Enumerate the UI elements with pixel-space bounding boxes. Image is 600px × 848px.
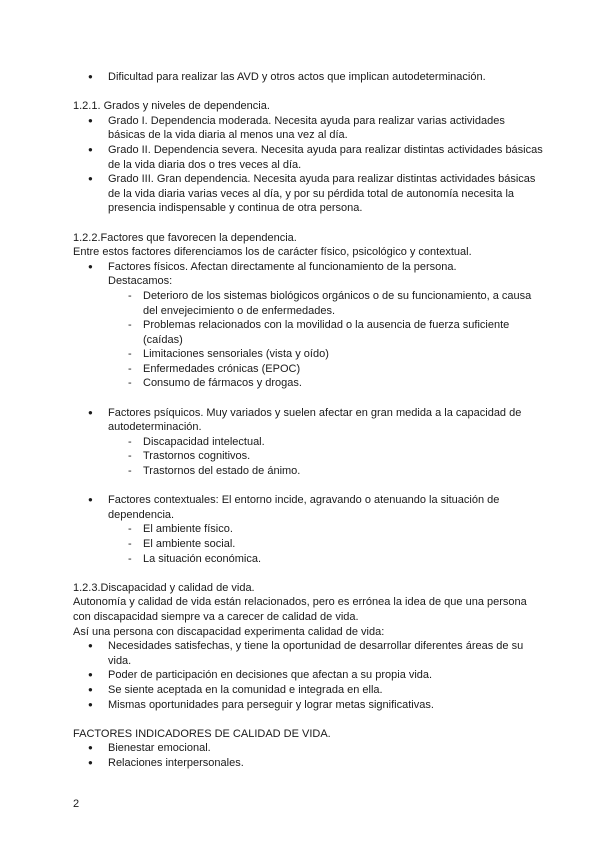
factors-list [73,260,543,289]
indicadores-list [73,741,543,770]
section-heading-1-2-3: 1.2.3.Discapacidad y calidad de vida. [73,581,255,594]
sub-list-item: - Deterioro de los sistemas biológicos orgánicos o de su funcionamiento, a causa del envejecimiento o de enfermedades. [73,289,543,318]
sub-list-item: - Limitaciones sensoriales (vista y oído) [73,347,543,362]
factor-label: ● Factores físicos. Afectan directamente al funcionamiento de la persona. [108,260,457,273]
sub-list-item: - El ambiente físico. [73,522,543,537]
sub-list-item: - El ambiente social. [73,537,543,552]
list-item: ● Dificultad para realizar las AVD y otros actos que implican autodeterminación. [73,70,543,85]
list-item: ● Se siente aceptada en la comunidad e integrada en ella. [73,683,543,698]
list-item: ● Mismas oportunidades para perseguir y lograr metas significativas. [73,698,543,713]
page-content [73,70,543,771]
list-item: ● Bienestar emocional. [73,741,543,756]
paragraph: Autonomía y calidad de vida están relacionados, pero es errónea la idea de que una persona con discapacidad siempre va a carecer de calidad de vida. [73,596,527,623]
list-item: ● Grado II. Dependencia severa. Necesita ayuda para realizar distintas actividades básicas de la vida diaria dos o tres veces al día. [73,143,543,172]
sub-list-item: - La situación económica. [73,552,543,567]
intro-list [73,70,543,85]
paragraph: Así una persona con discapacidad experimenta calidad de vida: [73,625,385,638]
list-item-contextuales: ● Factores contextuales: El entorno incide, agravando o atenuando la situación de dependencia. [73,493,543,522]
list-item: ● Grado I. Dependencia moderada. Necesita ayuda para realizar varias actividades básicas de la vida diaria al menos una vez al día. [73,114,543,143]
list-item-fisicos [73,260,543,289]
paragraph: Entre estos factores diferenciamos los de carácter físico, psicológico y contextual. [73,246,472,259]
list-item: ● Grado III. Gran dependencia. Necesita ayuda para realizar distintas actividades básicas de la vida diaria varias veces al día, y por su pérdida total de autonomía necesita la presencia indispensable y continua de otra persona. [73,172,543,216]
quality-list [73,639,543,712]
sub-list-item: - Consumo de fármacos y drogas. [73,376,543,391]
section-heading-1-2-2: 1.2.2.Factores que favorecen la dependencia. [73,231,297,244]
sub-list-item: - Discapacidad intelectual. [73,435,543,450]
sub-list-item: - Trastornos del estado de ánimo. [73,464,543,479]
contextuales-sublist [73,522,543,566]
list-item-psiquicos: ● Factores psíquicos. Muy variados y suelen afectar en gran medida a la capacidad de autodeterminación. [73,406,543,435]
grades-list [73,114,543,216]
factors-list-psiquicos [73,406,543,435]
fisicos-sublist [73,289,543,391]
destacamos-label: Destacamos: [108,275,173,288]
psiquicos-sublist [73,435,543,479]
sub-list-item: - Problemas relacionados con la movilidad o la ausencia de fuerza suficiente (caídas) [73,318,543,347]
indicadores-heading: FACTORES INDICADORES DE CALIDAD DE VIDA. [73,727,331,740]
list-item: ● Necesidades satisfechas, y tiene la oportunidad de desarrollar diferentes áreas de su vida. [73,639,543,668]
page-number: 2 [73,798,80,810]
list-item: ● Relaciones interpersonales. [73,756,543,771]
factors-list-contextuales [73,493,543,522]
list-item: ● Poder de participación en decisiones que afectan a su propia vida. [73,668,543,683]
sub-list-item: - Enfermedades crónicas (EPOC) [73,362,543,377]
section-heading-1-2-1: 1.2.1. Grados y niveles de dependencia. [73,100,270,113]
sub-list-item: - Trastornos cognitivos. [73,449,543,464]
